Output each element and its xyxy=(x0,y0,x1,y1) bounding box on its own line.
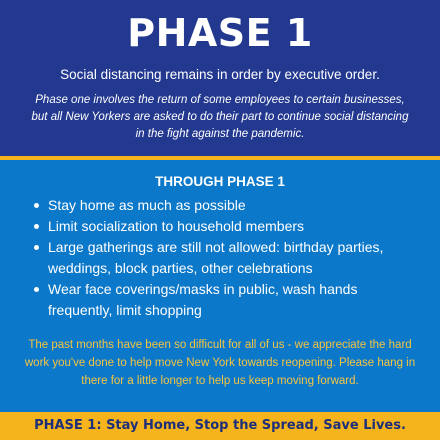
bullet-icon xyxy=(34,203,39,208)
intro-paragraph: Phase one involves the return of some employees to certain businesses, but all New Yorkers are asked to do their part to continue social distancing in the fight against the pandemic. xyxy=(31,94,409,140)
bullet-icon xyxy=(34,224,39,229)
footer-tagline: PHASE 1: Stay Home, Stop the Spread, Save Lives. xyxy=(34,418,406,433)
bullet-icon xyxy=(34,245,39,250)
list-item-text: Stay home as much as possible xyxy=(48,197,246,213)
footer-banner xyxy=(0,412,440,440)
bullet-icon xyxy=(34,287,39,292)
list-item-text: Limit socialization to household members xyxy=(48,218,305,234)
list-item xyxy=(34,279,404,321)
list-item xyxy=(34,195,404,216)
list-item-text: Large gatherings are still not allowed: birthday parties, weddings, block parties, other celebrations xyxy=(48,239,384,276)
subtitle: Social distancing remains in order by executive order. xyxy=(60,67,380,82)
closing-message: The past months have been so difficult for all of us - we appreciate the hard work you've done to help move New York towards reopening. Please hang in there for a little longer to help us keep moving forward. xyxy=(24,339,416,387)
list-item xyxy=(34,237,404,279)
guideline-list xyxy=(34,195,404,321)
header-panel xyxy=(0,0,440,156)
list-item-text: Wear face coverings/masks in public, wash hands frequently, limit shopping xyxy=(48,281,358,318)
page-title: PHASE 1 xyxy=(127,11,313,55)
guidelines-panel xyxy=(0,160,440,412)
list-item xyxy=(34,216,404,237)
section-heading: THROUGH PHASE 1 xyxy=(155,174,285,189)
